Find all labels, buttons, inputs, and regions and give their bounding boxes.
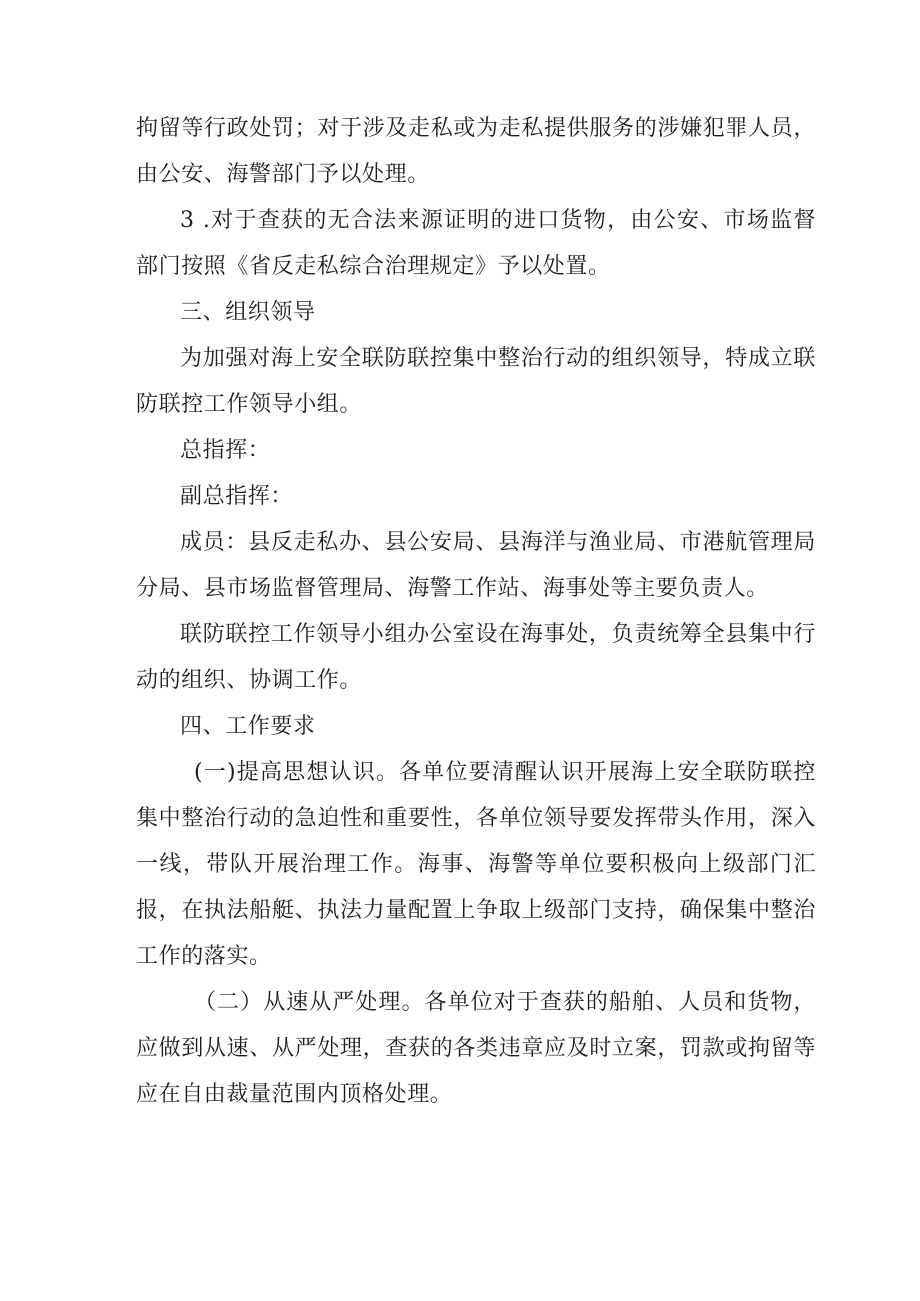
- paragraph-commander: 总指挥：: [180, 438, 271, 463]
- paragraph-continuation: 拘留等行政处罚；对于涉及走私或为走私提供服务的涉嫌犯罪人员，由公安、海警部门予以处理。: [136, 116, 816, 187]
- paragraph-leadership-group: 为加强对海上安全联防联控集中整治行动的组织领导，特成立联防联控工作领导小组。: [136, 346, 816, 417]
- paragraph-members: 成员：县反走私办、县公安局、县海洋与渔业局、市港航管理局分局、县市场监督管理局、海警工作站、海事处等主要负责人。: [136, 530, 816, 601]
- section-heading-requirements: 四、工作要求: [180, 714, 316, 739]
- paragraph-deputy-commander: 副总指挥：: [180, 484, 294, 509]
- paragraph-office: 联防联控工作领导小组办公室设在海事处，负责统筹全县集中行动的组织、协调工作。: [136, 622, 816, 693]
- paragraph-requirement-1: (一)提高思想认识。各单位要清醒认识开展海上安全联防联控集中整治行动的急迫性和重要性，各单位领导要发挥带头作用，深入一线，带队开展治理工作。海事、海警等单位要积极向上级部门汇报，在执法船艇、执法力量配置上争取上级部门支持，确保集中整治工作的落实。: [136, 760, 816, 969]
- section-heading-organization: 三、组织领导: [180, 300, 316, 325]
- paragraph-requirement-2: （二）从速从严处理。各单位对于查获的船舶、人员和货物，应做到从速、从严处理，查获的各类违章应及时立案，罚款或拘留等应在自由裁量范围内顶格处理。: [136, 990, 816, 1107]
- paragraph-item-3: 3 .对于查获的无合法来源证明的进口货物，由公安、市场监督部门按照《省反走私综合治理规定》予以处置。: [136, 208, 816, 279]
- document-body: [136, 106, 816, 1118]
